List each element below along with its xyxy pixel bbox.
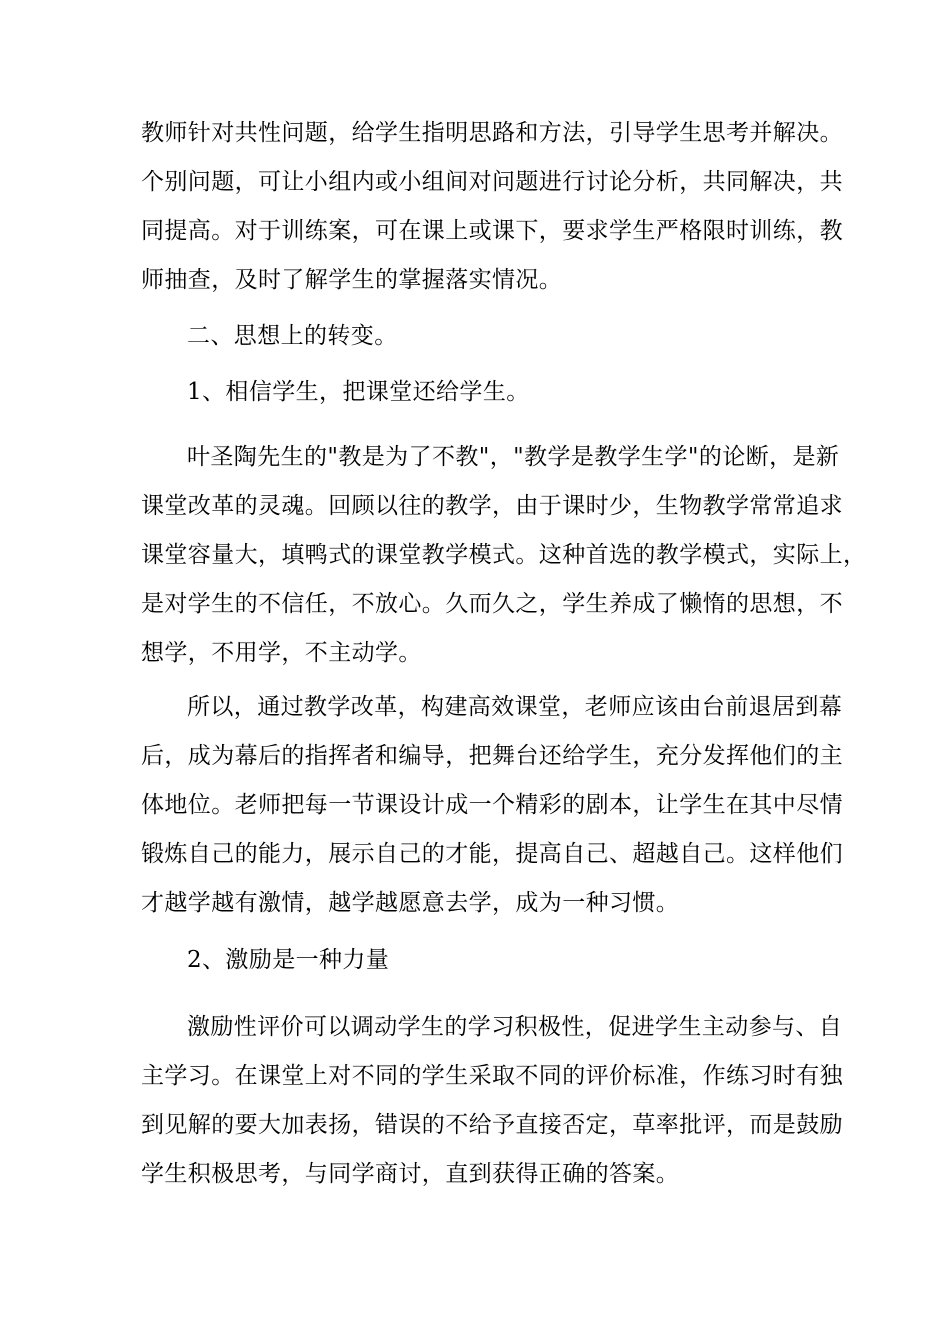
paragraph-4	[141, 1007, 843, 1195]
paragraph-line: 想学，不用学，不主动学。	[141, 640, 422, 666]
paragraph-line: 课堂改革的灵魂。回顾以往的教学，由于课时少，生物教学常常追求	[141, 493, 843, 519]
paragraph-line: 到见解的要大加表扬，错误的不给予直接否定，草率批评，而是鼓励	[141, 1112, 843, 1138]
paragraph-line: 同提高。对于训练案，可在课上或课下，要求学生严格限时训练，教	[141, 218, 843, 244]
paragraph-line: 课堂容量大，填鸭式的课堂教学模式。这种首选的教学模式，实际上，	[141, 542, 867, 568]
paragraph-line: 所以，通过教学改革，构建高效课堂，老师应该由台前退居到幕	[187, 694, 843, 720]
paragraph-line: 体地位。老师把每一节课设计成一个精彩的剧本，让学生在其中尽情	[141, 792, 843, 818]
section-heading	[141, 316, 823, 357]
heading-text: 1、相信学生，把课堂还给学生。	[187, 379, 530, 405]
heading-text: 二、思想上的转变。	[187, 323, 398, 349]
paragraph-line: 激励性评价可以调动学生的学习积极性，促进学生主动参与、自	[187, 1014, 843, 1040]
paragraph-line: 才越学越有激情，越学越愿意去学，成为一种习惯。	[141, 890, 680, 916]
paragraph-line: 个别问题，可让小组内或小组间对问题进行讨论分析，共同解决，共	[141, 169, 843, 195]
paragraph-1	[141, 113, 843, 301]
heading-text: 2、激励是一种力量	[187, 947, 390, 973]
paragraph-line: 师抽查，及时了解学生的掌握落实情况。	[141, 267, 563, 293]
paragraph-line: 是对学生的不信任，不放心。久而久之，学生养成了懒惰的思想，不	[141, 591, 843, 617]
paragraph-line: 学生积极思考，与同学商讨，直到获得正确的答案。	[141, 1161, 680, 1187]
paragraph-line: 叶圣陶先生的"教是为了不教"，"教学是教学生学"的论断，是新	[187, 444, 840, 470]
paragraph-line: 教师针对共性问题，给学生指明思路和方法，引导学生思考并解决。	[141, 120, 843, 146]
paragraph-2	[141, 437, 867, 674]
paragraph-line: 后，成为幕后的指挥者和编导，把舞台还给学生，充分发挥他们的主	[141, 743, 843, 769]
paragraph-3	[141, 687, 843, 924]
subsection-heading-1	[141, 372, 823, 413]
subsection-heading-2	[141, 940, 823, 981]
paragraph-line: 锻炼自己的能力，展示自己的才能，提高自己、超越自己。这样他们	[141, 841, 843, 867]
paragraph-line: 主学习。在课堂上对不同的学生采取不同的评价标准，作练习时有独	[141, 1063, 843, 1089]
